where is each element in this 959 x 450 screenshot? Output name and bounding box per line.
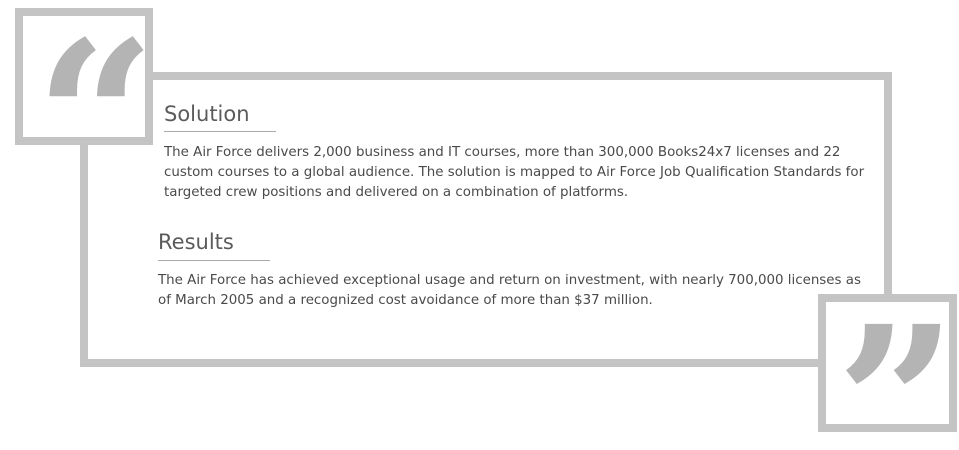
results-heading: Results [158,230,234,254]
close-quote-box [818,294,957,432]
close-quote-icon: ” [836,294,943,432]
open-quote-box [15,8,153,145]
results-heading-underline [158,260,270,261]
open-quote-icon: “ [35,8,142,145]
solution-text: The Air Force delivers 2,000 business and IT courses, more than 300,000 Books24x7 licenses and 22 custom courses to a global audience. The solution is mapped to Air Force Job Qualification Standards for targeted crew positions and delivered on a combination of platforms. [164,145,865,200]
solution-heading-underline [164,131,276,132]
solution-heading: Solution [164,102,250,126]
results-text: The Air Force has achieved exceptional usage and return on investment, with nearly 700,000 licenses as of March 2005 and a recognized cost avoidance of more than $37 million. [158,273,861,308]
